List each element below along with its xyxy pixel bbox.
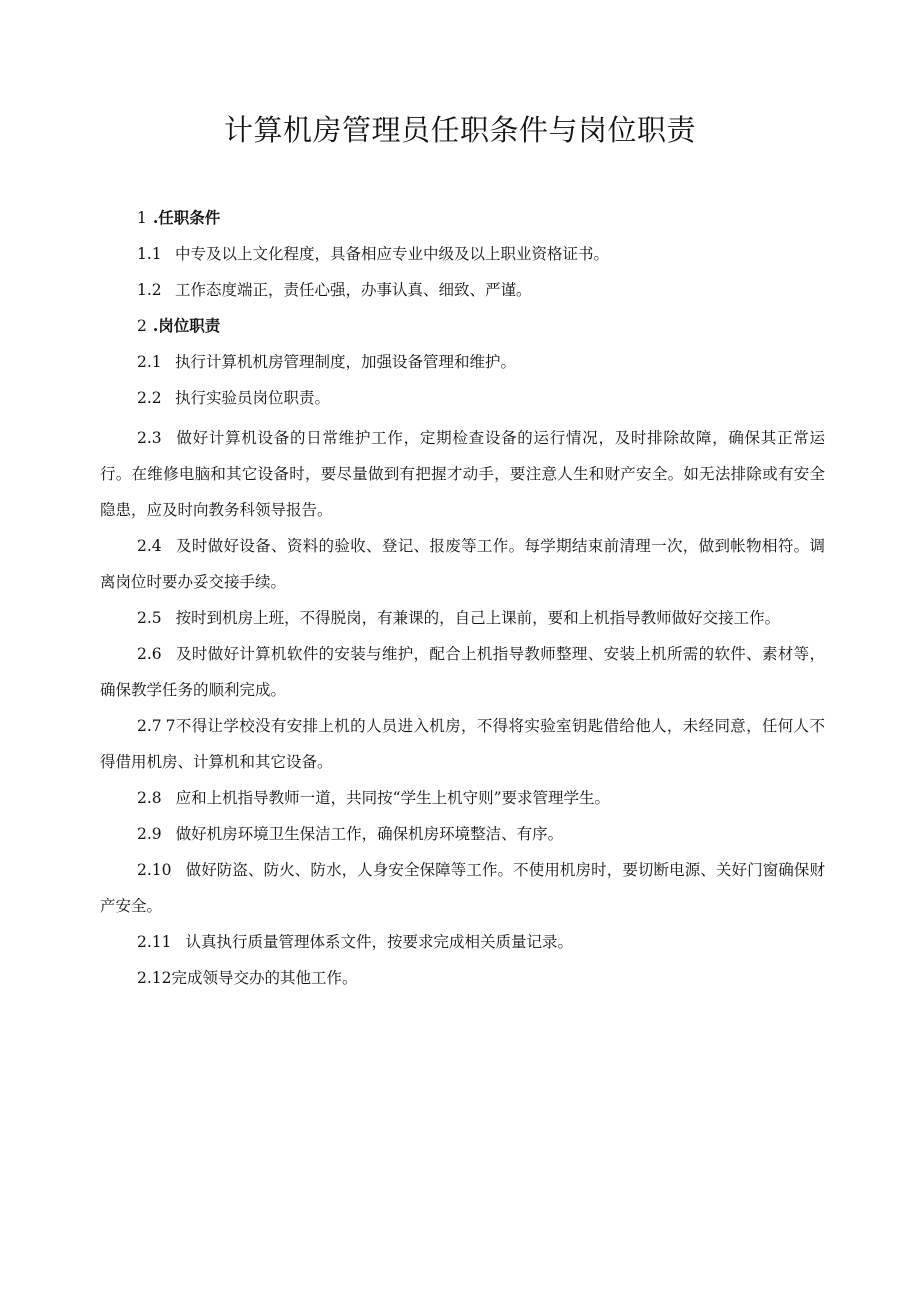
item-number: 2.5	[137, 609, 162, 627]
section-title: .任职条件	[152, 208, 221, 227]
item-number: 2.1	[137, 353, 162, 371]
section-heading	[100, 204, 825, 240]
item-number: 1.1	[137, 245, 162, 263]
item-number: 1.2	[137, 281, 162, 299]
item-text: 执行实验员岗位职责。	[175, 389, 331, 407]
section-number: 1	[137, 209, 147, 227]
list-item	[100, 780, 825, 816]
item-text: 及时做好设备、资料的验收、登记、报废等工作。每学期结束前清理一次，做到帐物相符。调离岗位时要办妥交接手续。	[100, 537, 825, 591]
item-number: 2.10	[137, 861, 172, 879]
page-title: 计算机房管理员任职条件与岗位职责	[223, 113, 696, 147]
list-item	[100, 528, 825, 600]
item-text: 应和上机指导教师一道，共同按“学生上机守则”要求管理学生。	[175, 789, 611, 807]
document-body	[100, 204, 825, 996]
item-number: 2.6	[137, 645, 162, 663]
list-item	[100, 240, 825, 276]
section-heading	[100, 312, 825, 348]
list-item	[100, 852, 825, 924]
list-item	[100, 708, 825, 780]
item-text: 7不得让学校没有安排上机的人员进入机房，不得将实验室钥匙借给他人，未经同意，任何人不得借用机房、计算机和其它设备。	[100, 717, 825, 771]
list-item	[100, 384, 825, 420]
item-number: 2.12	[137, 969, 172, 987]
section-number: 2	[137, 317, 147, 335]
list-item	[100, 420, 825, 528]
item-number: 2.2	[137, 389, 162, 407]
item-number: 2.4	[137, 537, 162, 555]
item-text: 做好计算机设备的日常维护工作，定期检查设备的运行情况，及时排除故障，确保其正常运行。在维修电脑和其它设备时，要尽量做到有把握才动手，要注意人生和财产安全。如无法排除或有安全隐患，应及时向教务科领导报告。	[100, 429, 825, 519]
list-item	[100, 960, 825, 996]
item-number: 2.8	[137, 789, 162, 807]
item-text: 中专及以上文化程度，具备相应专业中级及以上职业资格证书。	[175, 245, 610, 263]
item-text: 执行计算机机房管理制度，加强设备管理和维护。	[175, 353, 517, 371]
item-number: 2.11	[137, 933, 172, 951]
item-text: 工作态度端正，责任心强，办事认真、细致、严谨。	[175, 281, 532, 299]
list-item	[100, 600, 825, 636]
section-title: .岗位职责	[152, 316, 221, 335]
list-item	[100, 924, 825, 960]
item-number: 2.9	[137, 825, 162, 843]
item-text: 认真执行质量管理体系文件，按要求完成相关质量记录。	[185, 933, 574, 951]
list-item	[100, 348, 825, 384]
item-number: 2.7	[137, 717, 162, 735]
item-text: 按时到机房上班，不得脱岗，有兼课的，自己上课前，要和上机指导教师做好交接工作。	[175, 609, 781, 627]
item-text: 完成领导交办的其他工作。	[171, 969, 358, 987]
item-text: 做好防盗、防火、防水，人身安全保障等工作。不使用机房时，要切断电源、关好门窗确保财产安全。	[100, 861, 825, 915]
list-item	[100, 636, 825, 708]
item-number: 2.3	[137, 429, 162, 447]
list-item	[100, 816, 825, 852]
item-text: 及时做好计算机软件的安装与维护，配合上机指导教师整理、安装上机所需的软件、素材等，确保教学任务的顺利完成。	[100, 645, 825, 699]
list-item	[100, 276, 825, 312]
item-text: 做好机房环境卫生保洁工作，确保机房环境整洁、有序。	[175, 825, 564, 843]
